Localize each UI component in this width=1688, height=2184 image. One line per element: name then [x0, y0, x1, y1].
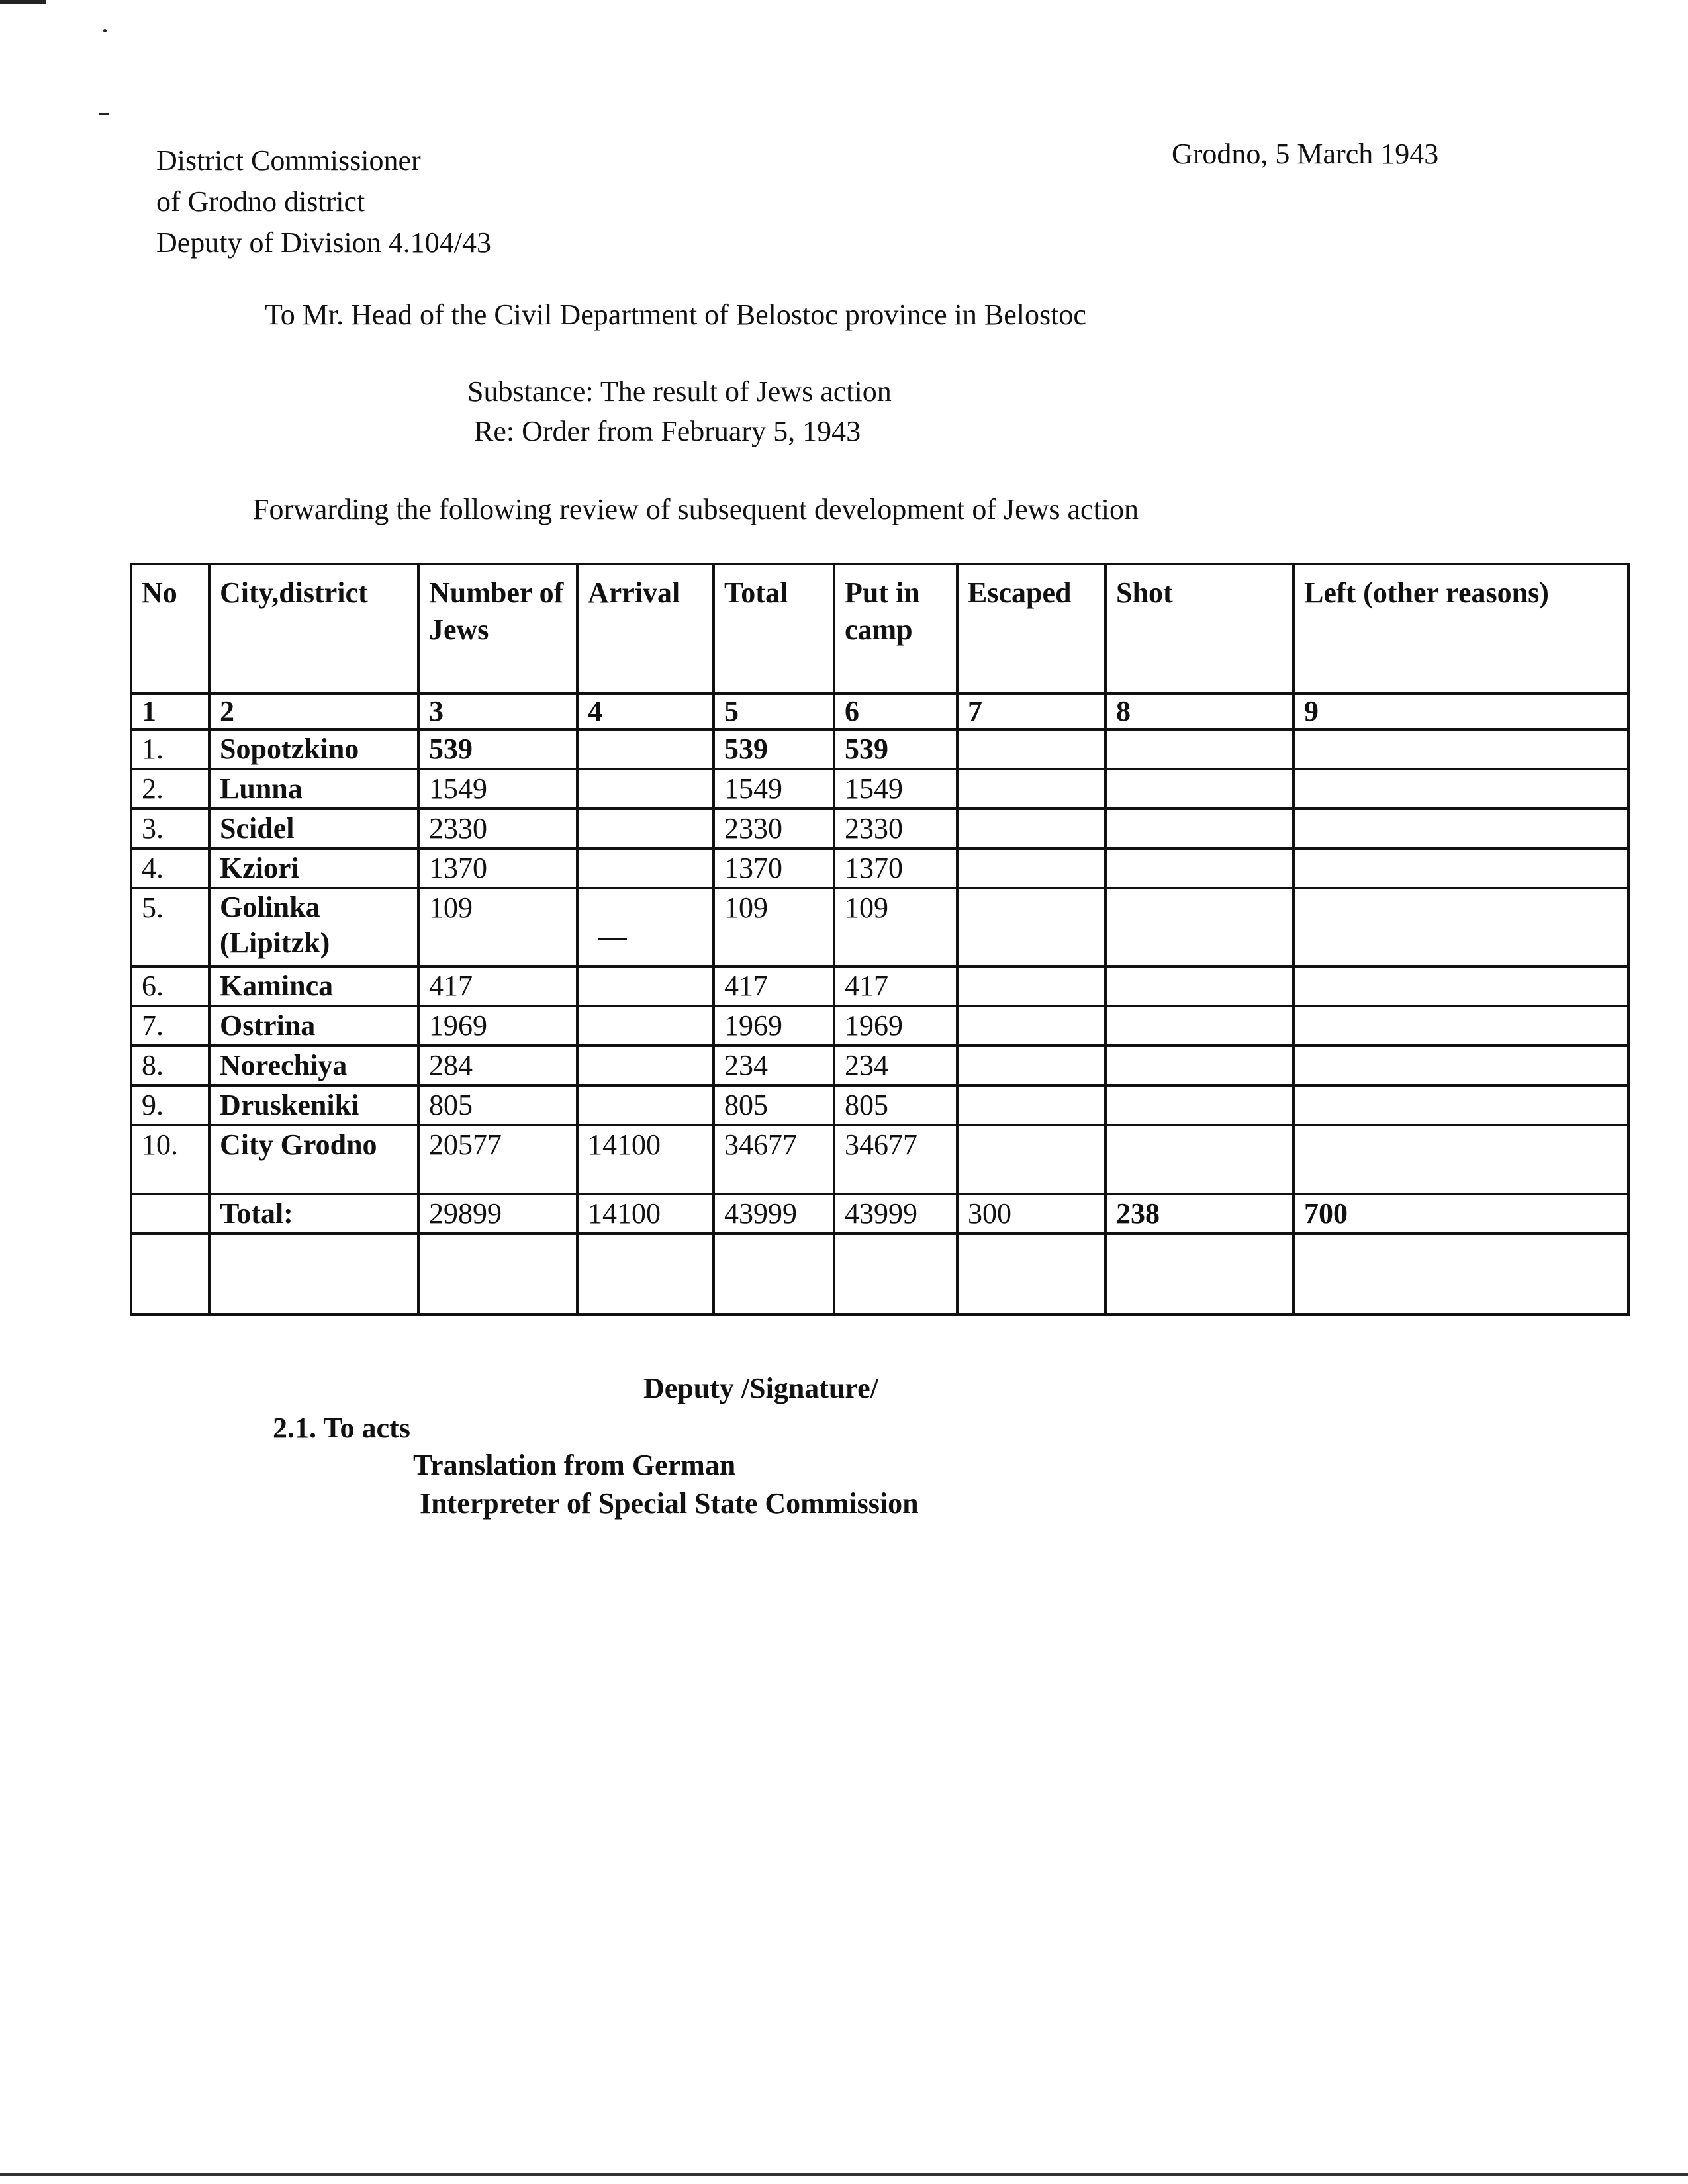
cell-number: 417 [418, 966, 577, 1006]
scan-speck [103, 29, 107, 32]
cell-shot [1105, 1085, 1293, 1125]
table-blank-row [131, 1234, 1628, 1314]
col-header-left: Left (other reasons) [1293, 564, 1628, 694]
cell-city: Sopotzkino [209, 729, 418, 769]
cell-total: 539 [714, 729, 834, 769]
total-arrival: 14100 [577, 1194, 714, 1234]
total-label: Total: [209, 1194, 418, 1234]
table-row [131, 809, 1628, 848]
blank-cell [418, 1234, 577, 1314]
cell-total: 2330 [714, 809, 834, 848]
reference-line: Re: Order from February 5, 1943 [474, 415, 861, 447]
cell-arrival [577, 1046, 714, 1085]
cell-number: 539 [418, 729, 577, 769]
total-total: 43999 [714, 1194, 834, 1234]
cell-total: 1969 [714, 1006, 834, 1046]
cell-camp: 805 [834, 1085, 957, 1125]
cell-left [1293, 848, 1628, 888]
cell-no: 5. [131, 888, 209, 966]
blank-cell [714, 1234, 834, 1314]
cell-escaped [957, 1125, 1105, 1194]
cell-camp: 1549 [834, 769, 957, 809]
cell-no [131, 1194, 209, 1234]
table-header-row [131, 564, 1628, 694]
col-number: 4 [577, 694, 714, 729]
table-row [131, 1085, 1628, 1125]
cell-no: 8. [131, 1046, 209, 1085]
column-number-row [131, 694, 1628, 729]
blank-cell [834, 1234, 957, 1314]
cell-total: 109 [714, 888, 834, 966]
col-header-arrival: Arrival [577, 564, 714, 694]
table-row [131, 1006, 1628, 1046]
cell-camp: 234 [834, 1046, 957, 1085]
substance-line: Substance: The result of Jews action [467, 375, 892, 408]
cell-camp: 1969 [834, 1006, 957, 1046]
cell-arrival [577, 809, 714, 848]
cell-city: Ostrina [209, 1006, 418, 1046]
cell-left [1293, 729, 1628, 769]
cell-shot [1105, 966, 1293, 1006]
cell-total: 1370 [714, 848, 834, 888]
sender-title: District Commissioner [156, 144, 421, 177]
cell-no: 2. [131, 769, 209, 809]
cell-no: 9. [131, 1085, 209, 1125]
cell-total: 417 [714, 966, 834, 1006]
table-row [131, 769, 1628, 809]
sender-block [156, 140, 491, 263]
cell-number: 805 [418, 1085, 577, 1125]
col-number: 3 [418, 694, 577, 729]
cell-no: 3. [131, 809, 209, 848]
col-number: 8 [1105, 694, 1293, 729]
col-number: 1 [131, 694, 209, 729]
col-header-no: No [131, 564, 209, 694]
blank-cell [577, 1234, 714, 1314]
intro-line: Forwarding the following review of subsequent development of Jews action [253, 493, 1139, 525]
cell-escaped [957, 1046, 1105, 1085]
col-number: 9 [1293, 694, 1628, 729]
table-row [131, 966, 1628, 1006]
cell-left [1293, 888, 1628, 966]
cell-left [1293, 809, 1628, 848]
cell-escaped [957, 809, 1105, 848]
recipient-line: To Mr. Head of the Civil Department of Belostoc province in Belostoc [265, 298, 1086, 331]
cell-total: 234 [714, 1046, 834, 1085]
col-header-shot: Shot [1105, 564, 1293, 694]
cell-escaped [957, 1006, 1105, 1046]
cell-left [1293, 1046, 1628, 1085]
cell-city: Golinka (Lipitzk) [209, 888, 418, 966]
footer-interpreter: Interpreter of Special State Commission [420, 1487, 919, 1520]
col-number: 2 [209, 694, 418, 729]
col-number: 6 [834, 694, 957, 729]
cell-no: 4. [131, 848, 209, 888]
cell-no: 6. [131, 966, 209, 1006]
col-number: 5 [714, 694, 834, 729]
cell-no: 1. [131, 729, 209, 769]
cell-arrival [577, 966, 714, 1006]
total-camp: 43999 [834, 1194, 957, 1234]
footer-acts: 2.1. To acts [273, 1412, 410, 1444]
cell-camp: 417 [834, 966, 957, 1006]
cell-shot [1105, 1046, 1293, 1085]
cell-arrival [577, 888, 714, 966]
cell-shot [1105, 888, 1293, 966]
blank-cell [1293, 1234, 1628, 1314]
cell-arrival [577, 848, 714, 888]
table-row [131, 1125, 1628, 1194]
signature-line: Deputy /Signature/ [643, 1372, 878, 1404]
cell-camp: 109 [834, 888, 957, 966]
cell-shot [1105, 729, 1293, 769]
cell-city: City Grodno [209, 1125, 418, 1194]
cell-arrival: 14100 [577, 1125, 714, 1194]
footer-translation: Translation from German [413, 1449, 736, 1481]
cell-number: 284 [418, 1046, 577, 1085]
cell-city: Norechiya [209, 1046, 418, 1085]
sender-district: of Grodno district [156, 185, 365, 218]
cell-number: 1969 [418, 1006, 577, 1046]
cell-camp: 34677 [834, 1125, 957, 1194]
scan-speck [99, 113, 109, 115]
cell-shot [1105, 1125, 1293, 1194]
report-table [130, 563, 1630, 1316]
table-total-row [131, 1194, 1628, 1234]
cell-no: 10. [131, 1125, 209, 1194]
cell-escaped [957, 1085, 1105, 1125]
total-escaped: 300 [957, 1194, 1105, 1234]
blank-cell [1105, 1234, 1293, 1314]
cell-camp: 1370 [834, 848, 957, 888]
cell-left [1293, 769, 1628, 809]
cell-shot [1105, 809, 1293, 848]
cell-arrival [577, 1085, 714, 1125]
cell-escaped [957, 966, 1105, 1006]
cell-arrival [577, 769, 714, 809]
cell-escaped [957, 729, 1105, 769]
blank-cell [131, 1234, 209, 1314]
cell-left [1293, 966, 1628, 1006]
total-number: 29899 [418, 1194, 577, 1234]
cell-city: Lunna [209, 769, 418, 809]
arrival-dash-mark [598, 938, 627, 940]
cell-city: Druskeniki [209, 1085, 418, 1125]
cell-left [1293, 1006, 1628, 1046]
cell-total: 805 [714, 1085, 834, 1125]
cell-escaped [957, 888, 1105, 966]
cell-shot [1105, 769, 1293, 809]
col-header-camp: Put in camp [834, 564, 957, 694]
blank-cell [209, 1234, 418, 1314]
cell-camp: 2330 [834, 809, 957, 848]
cell-city: Kaminca [209, 966, 418, 1006]
cell-number: 2330 [418, 809, 577, 848]
cell-arrival [577, 729, 714, 769]
cell-camp: 539 [834, 729, 957, 769]
table-row [131, 848, 1628, 888]
col-header-total: Total [714, 564, 834, 694]
cell-number: 1370 [418, 848, 577, 888]
col-header-number: Number of Jews [418, 564, 577, 694]
cell-left [1293, 1085, 1628, 1125]
cell-city: Scidel [209, 809, 418, 848]
table-row [131, 729, 1628, 769]
cell-shot [1105, 1006, 1293, 1046]
place-date: Grodno, 5 March 1943 [1172, 138, 1439, 170]
total-left: 700 [1293, 1194, 1628, 1234]
cell-number: 109 [418, 888, 577, 966]
cell-shot [1105, 848, 1293, 888]
cell-no: 7. [131, 1006, 209, 1046]
cell-city: Kziori [209, 848, 418, 888]
scan-edge-mark [0, 0, 46, 4]
cell-number: 1549 [418, 769, 577, 809]
cell-escaped [957, 848, 1105, 888]
cell-total: 1549 [714, 769, 834, 809]
table-row [131, 1046, 1628, 1085]
cell-total: 34677 [714, 1125, 834, 1194]
cell-left [1293, 1125, 1628, 1194]
cell-escaped [957, 769, 1105, 809]
cell-arrival [577, 1006, 714, 1046]
col-number: 7 [957, 694, 1105, 729]
col-header-city: City,district [209, 564, 418, 694]
total-shot: 238 [1105, 1194, 1293, 1234]
page-bottom-edge [0, 2173, 1688, 2176]
col-header-escaped: Escaped [957, 564, 1105, 694]
cell-number: 20577 [418, 1125, 577, 1194]
sender-division: Deputy of Division 4.104/43 [156, 226, 491, 259]
blank-cell [957, 1234, 1105, 1314]
table-row [131, 888, 1628, 966]
